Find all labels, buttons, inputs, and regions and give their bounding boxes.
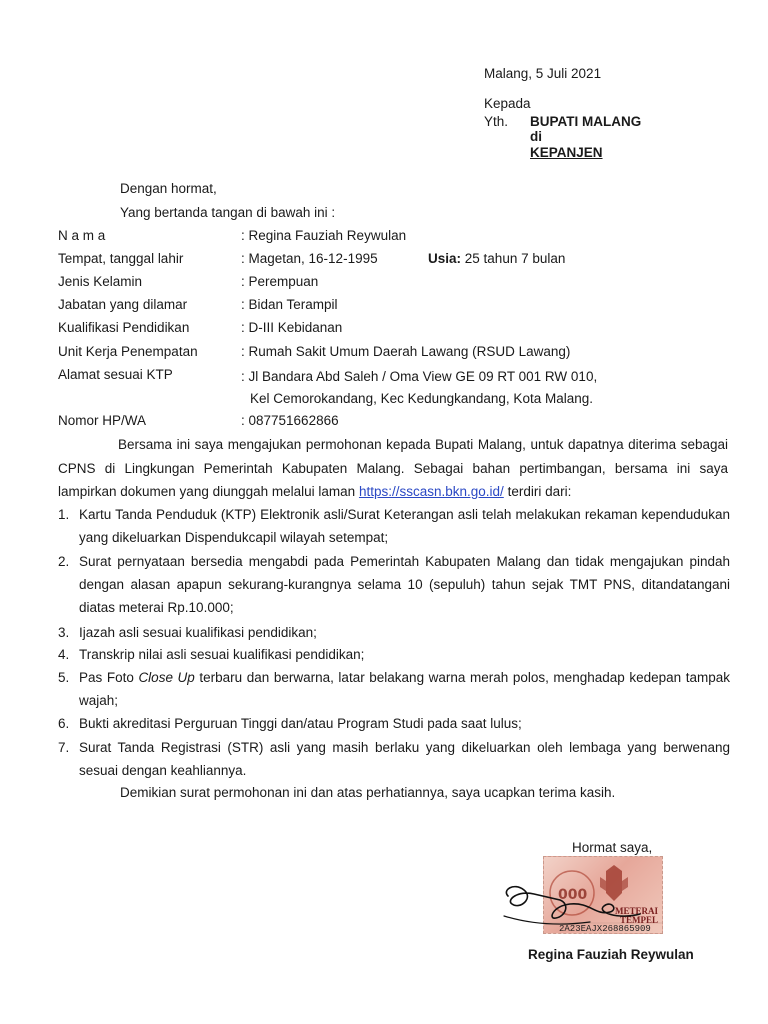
letter-date: Malang, 5 Juli 2021 bbox=[484, 66, 602, 81]
recipient-place: KEPANJEN bbox=[530, 145, 603, 160]
list-item bbox=[58, 643, 730, 666]
list-number: 6. bbox=[58, 716, 70, 731]
list-text: Surat Tanda Registrasi (STR) asli yang masih berlaku yang dikeluarkan oleh lembaga yang berwenang sesuai dengan keahliannya. bbox=[79, 740, 730, 778]
signer-name: Regina Fauziah Reywulan bbox=[528, 947, 694, 962]
list-number: 5. bbox=[58, 670, 70, 685]
field-value-nama: : Regina Fauziah Reywulan bbox=[241, 228, 407, 243]
sscasn-link[interactable]: https://sscasn.bkn.go.id/ bbox=[358, 484, 504, 499]
regards-text: Hormat saya, bbox=[572, 840, 653, 855]
signature-icon bbox=[500, 860, 660, 940]
list-number: 3. bbox=[58, 625, 70, 640]
closing-text: Demikian surat permohonan ini dan atas perhatiannya, saya ucapkan terima kasih. bbox=[120, 785, 616, 800]
list-text: Ijazah asli sesuai kualifikasi pendidikan; bbox=[79, 625, 317, 640]
field-label-phone: Nomor HP/WA bbox=[58, 413, 147, 428]
field-label-unit: Unit Kerja Penempatan bbox=[58, 344, 198, 359]
list-text-part: terbaru dan berwarna, latar belakang warna merah polos, menghadap kedepan tampak wajah; bbox=[79, 670, 730, 708]
field-value-gender: : Perempuan bbox=[241, 274, 319, 289]
list-number: 7. bbox=[58, 740, 70, 755]
list-text: Surat pernyataan bersedia mengabdi pada Pemerintah Kabupaten Malang dan tidak mengajukan pindah dengan alasan apapun sekurang-kurangnya selama 10 (sepuluh) tahun sejak TMT PNS, ditandatangani diatas meterai Rp.10.000; bbox=[79, 554, 730, 615]
meterai-label-line2: TEMPEL bbox=[619, 915, 658, 925]
age-label: Usia: bbox=[428, 251, 462, 266]
meterai-serial: 2A23EAJX268865909 bbox=[559, 924, 651, 934]
list-item bbox=[58, 550, 730, 619]
field-value-address-line2: Kel Cemorokandang, Kec Kedungkandang, Kota Malang. bbox=[250, 391, 593, 406]
field-value-ttl: : Magetan, 16-12-1995 bbox=[241, 251, 378, 266]
kepada-label: Kepada bbox=[484, 96, 531, 111]
svg-text:000: 000 bbox=[558, 887, 588, 903]
list-item bbox=[58, 621, 730, 644]
field-value-address: : Jl Bandara Abd Saleh / Oma View GE 09 RT 001 RW 010, bbox=[241, 369, 598, 384]
age-field bbox=[428, 251, 565, 266]
list-item bbox=[58, 503, 730, 549]
list-item bbox=[58, 712, 730, 735]
list-number: 1. bbox=[58, 507, 70, 522]
list-text: Transkrip nilai asli sesuai kualifikasi pendidikan; bbox=[79, 647, 365, 662]
yth-label: Yth. bbox=[484, 114, 509, 129]
recipient-title: BUPATI MALANG bbox=[530, 114, 642, 129]
list-number: 4. bbox=[58, 647, 70, 662]
field-label-nama: N a m a bbox=[58, 228, 106, 243]
list-number: 2. bbox=[58, 554, 70, 569]
field-value-education: : D-III Kebidanan bbox=[241, 320, 343, 335]
field-label-position: Jabatan yang dilamar bbox=[58, 297, 188, 312]
intro-line: Yang bertanda tangan di bawah ini : bbox=[120, 205, 336, 220]
age-value: 25 tahun 7 bulan bbox=[464, 251, 566, 266]
body-text: Bersama ini saya mengajukan permohonan kepada Bupati Malang, untuk dapatnya diterima sebagai CPNS di Lingkungan Pemerintah Kabupaten Malang. Sebagai bahan pertimbangan, bersama ini saya lampirkan dokumen yang diunggah melalui laman bbox=[58, 437, 728, 499]
field-label-ttl: Tempat, tanggal lahir bbox=[58, 251, 184, 266]
field-label-gender: Jenis Kelamin bbox=[58, 274, 143, 289]
list-text-part: Pas Foto bbox=[79, 670, 134, 685]
meterai-label-line1: METERAI bbox=[614, 906, 658, 916]
salutation: Dengan hormat, bbox=[120, 181, 217, 196]
field-value-position: : Bidan Terampil bbox=[241, 297, 338, 312]
recipient-di: di bbox=[530, 129, 542, 144]
field-value-unit: : Rumah Sakit Umum Daerah Lawang (RSUD Lawang) bbox=[241, 344, 571, 359]
field-label-address: Alamat sesuai KTP bbox=[58, 367, 173, 382]
list-text bbox=[79, 666, 730, 712]
body-text-end: terdiri dari: bbox=[507, 484, 572, 499]
list-text: Kartu Tanda Penduduk (KTP) Elektronik asli/Surat Keterangan asli telah melakukan rekaman kependudukan yang dikeluarkan Dispendukcapil wilayah setempat; bbox=[79, 507, 730, 545]
list-text: Bukti akreditasi Perguruan Tinggi dan/atau Program Studi pada saat lulus; bbox=[79, 716, 522, 731]
body-paragraph bbox=[58, 433, 728, 504]
field-label-education: Kualifikasi Pendidikan bbox=[58, 320, 190, 335]
list-item bbox=[58, 666, 730, 712]
list-item bbox=[58, 736, 730, 782]
field-value-phone: : 087751662866 bbox=[241, 413, 339, 428]
list-text-italic: Close Up bbox=[138, 670, 195, 685]
